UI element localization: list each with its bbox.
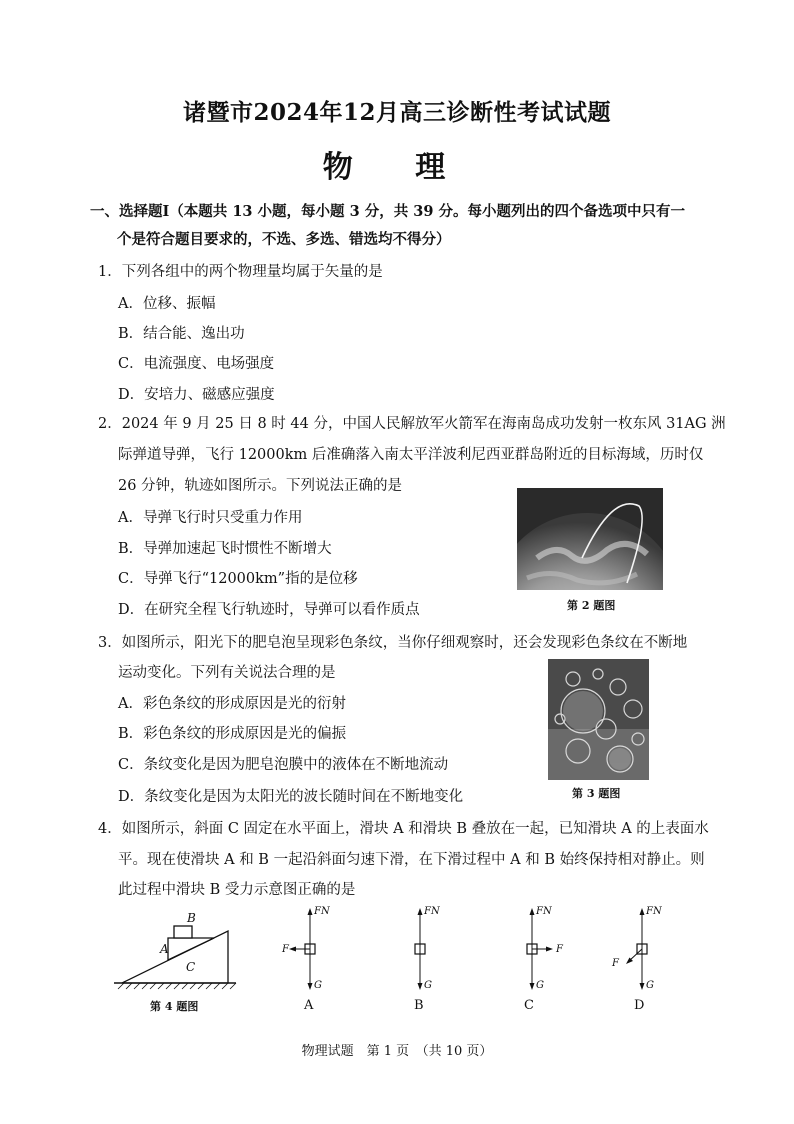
g-label-c: G: [536, 980, 544, 991]
q1-option-b: B．结合能、逸出功: [118, 326, 245, 342]
f-label-a: F: [282, 944, 289, 955]
q2-option-c: C．导弹飞行“12000km”指的是位移: [118, 571, 358, 587]
fn-label-c: FN: [536, 906, 552, 917]
section-heading: 一、选择题Ⅰ（本题共 13 小题，每小题 3 分，共 39 分。每小题列出的四个备选项中只有一: [90, 203, 686, 220]
f-label-d: F: [612, 958, 619, 969]
q3-option-d: D．条纹变化是因为太阳光的波长随时间在不断地变化: [118, 789, 464, 805]
q2-option-a: A．导弹飞行时只受重力作用: [118, 510, 303, 526]
q1-option-c: C．电流强度、电场强度: [118, 356, 275, 372]
label-block-a: A: [160, 942, 169, 956]
section-heading-cont: 个是符合题目要求的，不选、多选、错选均不得分）: [117, 231, 451, 248]
q1-option-a: A．位移、振幅: [118, 296, 216, 312]
q2-stem-line1: 2．2024 年 9 月 25 日 8 时 44 分，中国人民解放军火箭军在海南岛成功发射一枚东风 31AG 洲: [98, 416, 726, 432]
choice-label-a: A: [304, 998, 314, 1013]
q3-option-a: A．彩色条纹的形成原因是光的衍射: [118, 696, 346, 712]
g-label-d: G: [646, 980, 654, 991]
q4-stem-line2: 平。现在使滑块 A 和 B 一起沿斜面匀速下滑，在下滑过程中 A 和 B 始终保持相对静止。则: [118, 852, 705, 868]
q4-stem-line1: 4．如图所示，斜面 C 固定在水平面上，滑块 A 和滑块 B 叠放在一起，已知滑块 A 的上表面水: [98, 821, 709, 837]
q2-stem-line3: 26 分钟，轨迹如图所示。下列说法正确的是: [118, 478, 403, 494]
g-label-a: G: [314, 980, 322, 991]
g-label-b: G: [424, 980, 432, 991]
exam-title: 诸暨市2024年12月高三诊断性考试试题: [182, 99, 612, 126]
q1-stem: 1．下列各组中的两个物理量均属于矢量的是: [98, 264, 383, 280]
page-footer: 物理试题 第 1 页 （共 10 页）: [301, 1044, 493, 1059]
choice-label-c: C: [524, 998, 534, 1013]
fn-label-b: FN: [424, 906, 440, 917]
incline-diagram: [110, 905, 240, 997]
f-label-c: F: [556, 944, 563, 955]
choice-label-b: B: [414, 998, 424, 1013]
fn-label-d: FN: [646, 906, 662, 917]
label-block-b: B: [187, 911, 196, 925]
soap-bubbles-image: [548, 659, 649, 780]
q2-stem-line2: 际弹道导弹，飞行 12000km 后准确落入南太平洋波利尼西亚群岛附近的目标海域，历时仅: [118, 447, 704, 463]
q1-option-d: D．安培力、磁感应强度: [118, 387, 275, 403]
q4-stem-line3: 此过程中滑块 B 受力示意图正确的是: [118, 882, 356, 898]
subject-title: 物 理: [322, 150, 472, 185]
q2-option-b: B．导弹加速起飞时惯性不断增大: [118, 541, 332, 557]
q2-option-d: D．在研究全程飞行轨迹时，导弹可以看作质点: [118, 602, 420, 618]
force-diagram-d: [610, 905, 670, 995]
q2-figure-caption: 第 2 题图: [567, 599, 616, 612]
q3-option-c: C．条纹变化是因为肥皂泡膜中的液体在不断地流动: [118, 757, 449, 773]
q3-option-b: B．彩色条纹的形成原因是光的偏振: [118, 726, 347, 742]
earth-trajectory-image: [517, 488, 663, 590]
q3-stem-line2: 运动变化。下列有关说法合理的是: [118, 665, 336, 681]
choice-label-d: D: [634, 998, 645, 1013]
q3-stem-line1: 3．如图所示，阳光下的肥皂泡呈现彩色条纹，当你仔细观察时，还会发现彩色条纹在不断地: [98, 635, 688, 651]
fn-label-a: FN: [314, 906, 330, 917]
label-incline-c: C: [186, 960, 196, 974]
q3-figure-caption: 第 3 题图: [572, 787, 621, 800]
force-diagram-b: [390, 905, 450, 995]
q4-figure-caption: 第 4 题图: [150, 1000, 199, 1013]
